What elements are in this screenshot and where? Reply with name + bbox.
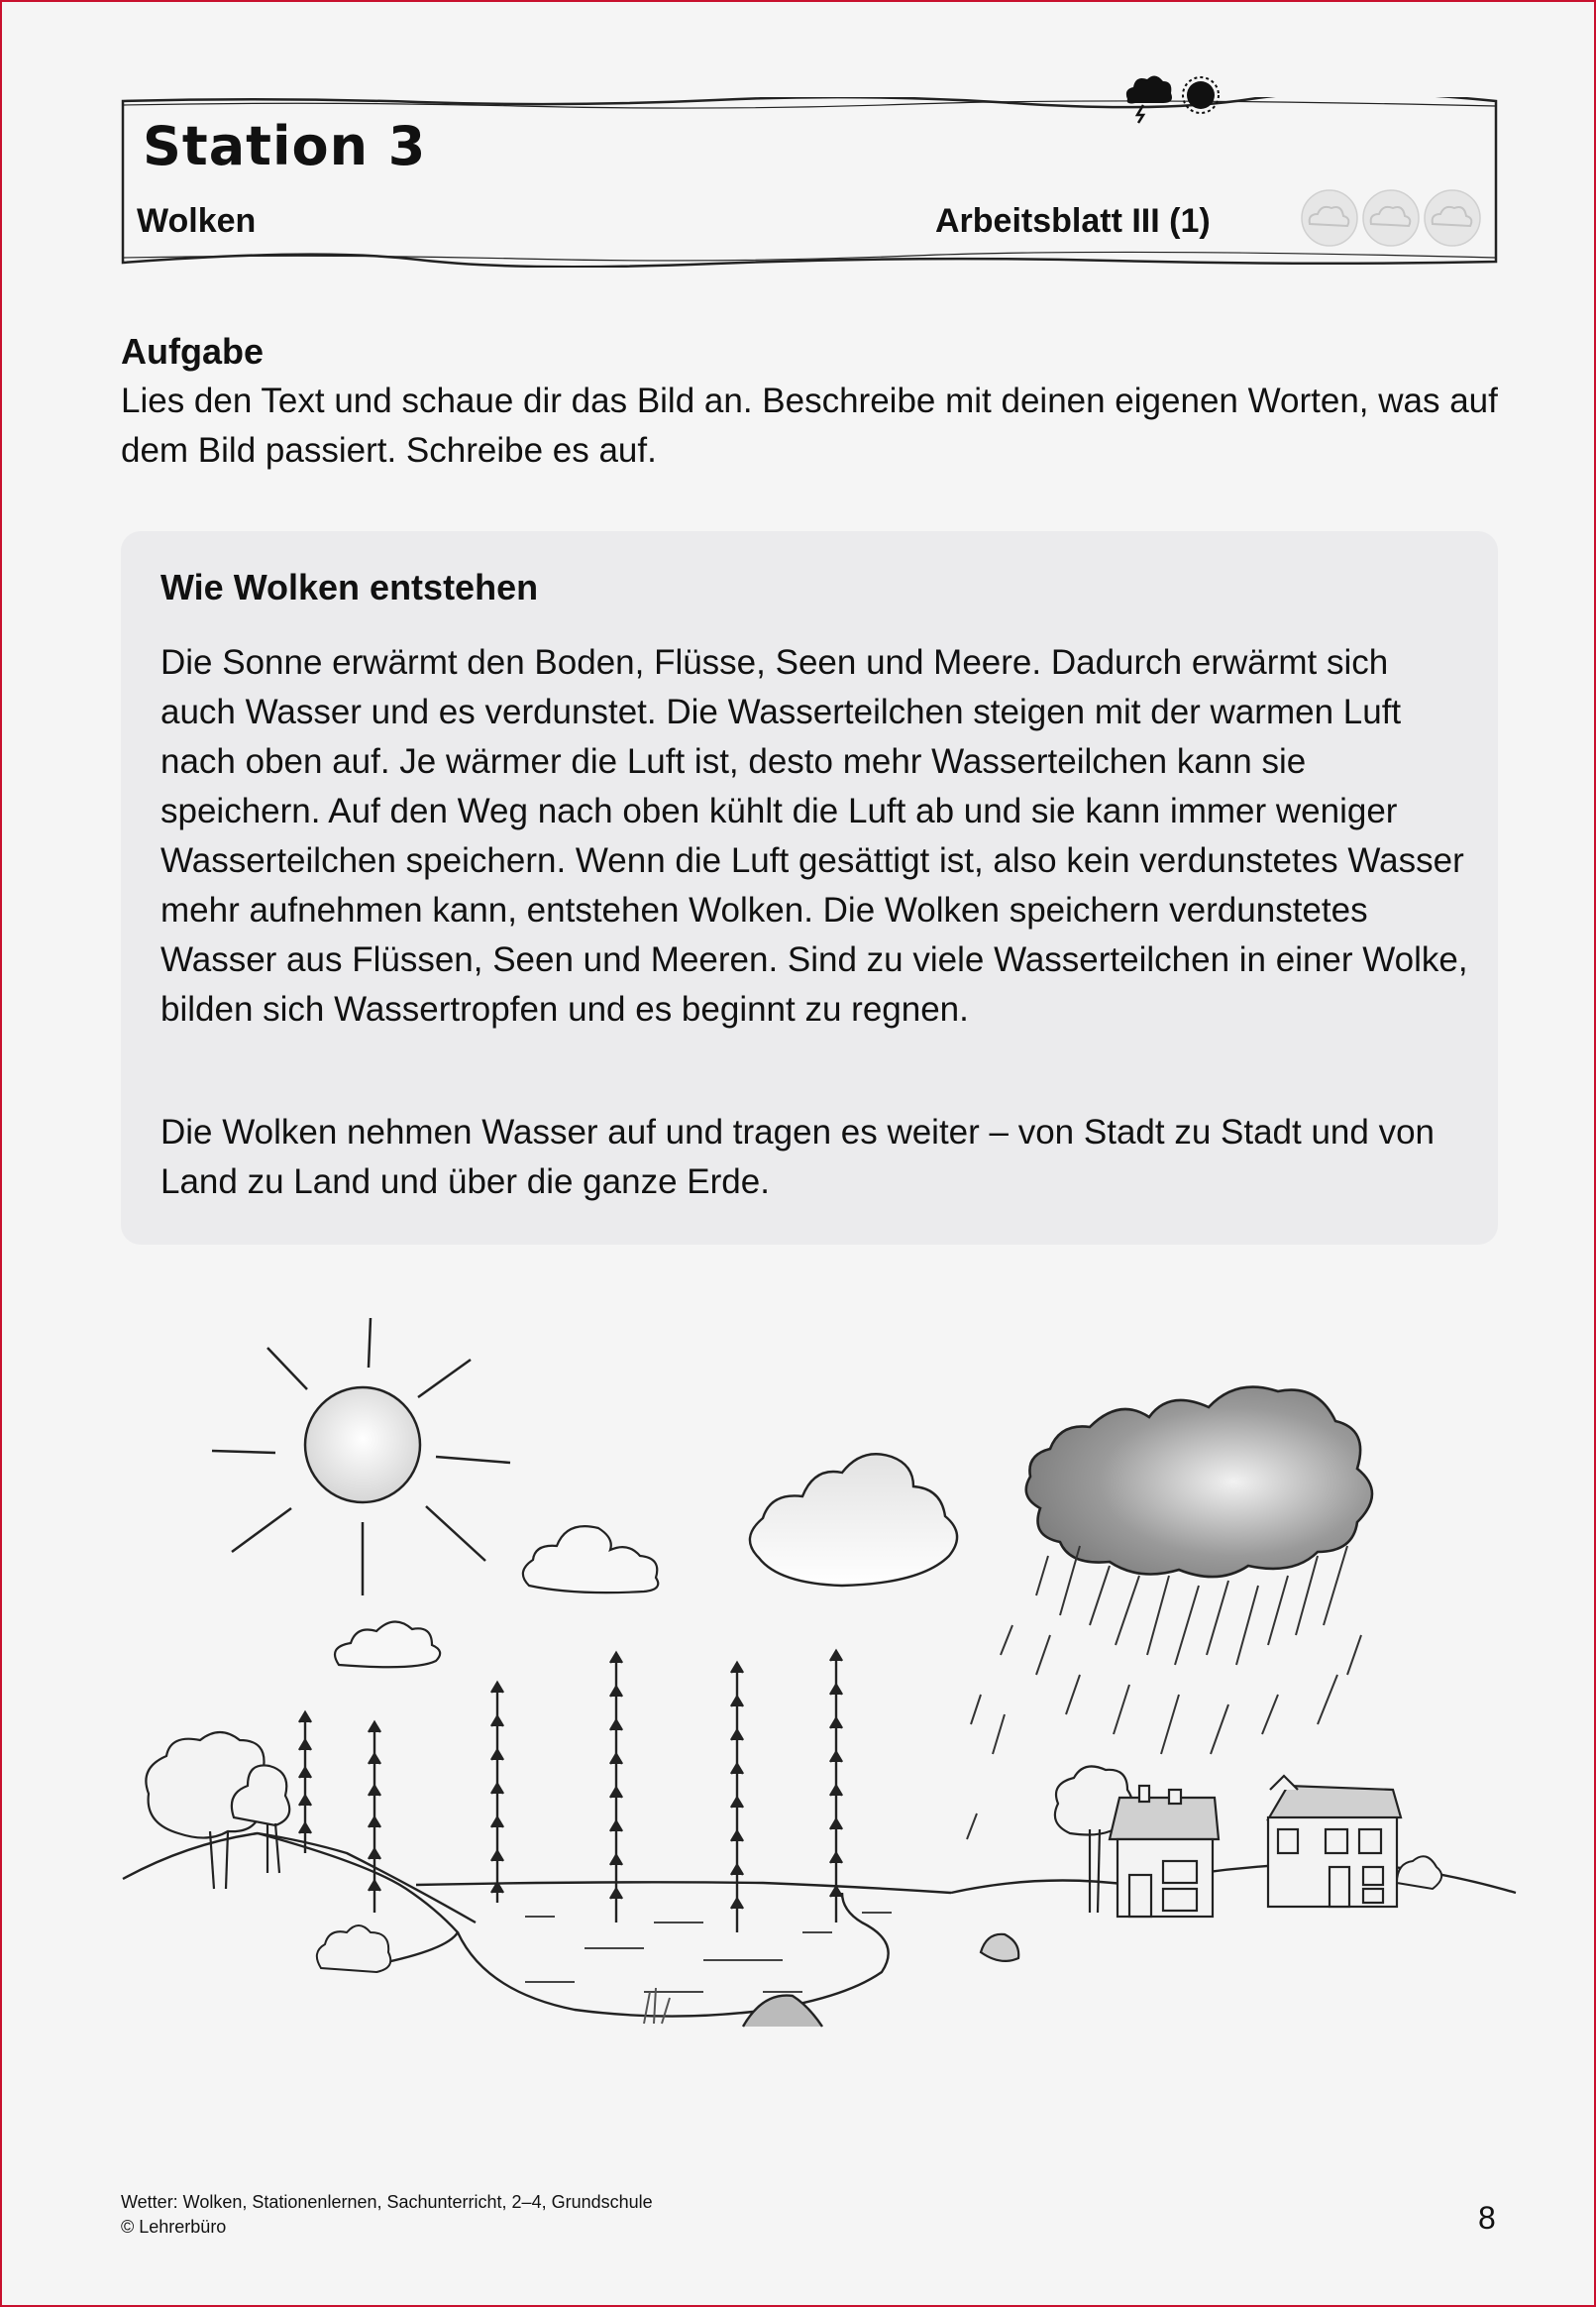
task-text: Lies den Text und schaue dir das Bild an. Beschreibe mit deinen eigenen Worten, was auf dem Bild passiert. Schreibe es auf. [121, 382, 1498, 470]
sheet-label: Arbeitsblatt III (1) [935, 202, 1211, 240]
weather-icons [1121, 65, 1230, 125]
rock [981, 1934, 1018, 1961]
info-box [121, 531, 1498, 1245]
medium-cloud-icon [523, 1526, 658, 1593]
footer-credits [121, 2190, 653, 2240]
storm-cloud-icon [1126, 75, 1172, 123]
small-cloud-icon [335, 1621, 440, 1667]
water-cycle-illustration [109, 1298, 1526, 2051]
info-title: Wie Wolken entstehen [160, 567, 539, 607]
sun-icon [1183, 77, 1219, 113]
cloud-badge-icons [1300, 188, 1488, 248]
info-paragraph: Die Wolken nehmen Wasser auf und tragen es weiter – von Stadt zu Stadt und von Land zu Land und über die ganze Erde. [160, 1113, 1436, 1201]
topic-label: Wolken [137, 202, 257, 240]
grass [644, 1988, 670, 2024]
lake-ripples [525, 1913, 892, 1992]
large-cloud-icon [750, 1454, 957, 1586]
evaporation-arrows [299, 1651, 842, 1932]
rain-cloud-icon [1026, 1387, 1372, 1578]
copyright-line: © Lehrerbüro [121, 2217, 227, 2237]
house-left-icon [1110, 1786, 1219, 1917]
page-number: 8 [1478, 2200, 1496, 2236]
sun-icon [212, 1318, 510, 1595]
station-title: Station 3 [143, 115, 427, 177]
trees-left [146, 1732, 289, 1889]
task-heading: Aufgabe [121, 331, 264, 372]
info-paragraph: Die Sonne erwärmt den Boden, Flüsse, Seen und Meere. Dadurch erwärmt sich auch Wasser und es verdunstet. Die Wasserteilchen steigen mit der warmen Luft nach oben auf. Je wärmer die Luft ist, desto mehr Wasserteilchen kann sie speichern. Auf den Weg nach oben kühlt die Luft ab und sie kann immer weniger Wasserteilchen speichern. Wenn die Luft gesättigt ist, also kein verdunstetes Wasser mehr aufnehmen kann, entstehen Wolken. Die Wolken speichern verdunstetes Wasser aus Flüssen, Seen und Meeren. Sind zu viele Wasserteilchen in einer Wolke, bilden sich Wassertropfen und es beginnt zu regnen. [160, 643, 1468, 1029]
worksheet-header [121, 97, 1498, 266]
bush-right [1397, 1856, 1441, 1889]
bush-left [317, 1925, 390, 1972]
footer-line: Wetter: Wolken, Stationenlernen, Sachunterricht, 2–4, Grundschule [121, 2192, 653, 2212]
house-right-icon [1268, 1776, 1401, 1907]
